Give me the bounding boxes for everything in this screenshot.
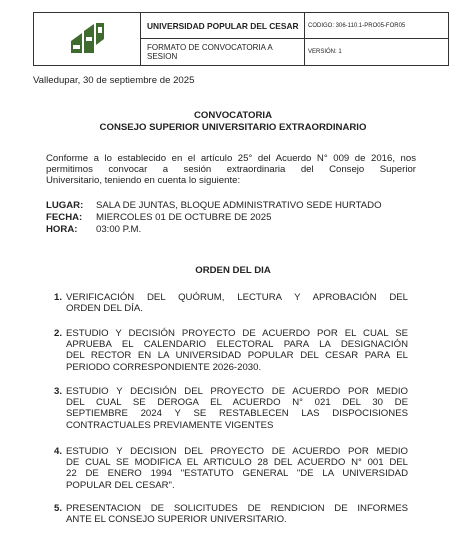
lugar-label: LUGAR:: [46, 200, 84, 211]
agenda-item-line: POPULAR DEL CESAR".: [66, 479, 175, 491]
agenda-item-line: ESTUDIO Y DECISIÓN DEL PROYECTO DE ACUERDO POR MEDIO: [66, 386, 408, 397]
agenda-item-number: 2.: [54, 328, 63, 339]
agenda-item-line: CONTRACTUALES PREVIAMENTE VIGENTES: [66, 419, 274, 431]
intro-line: Conforme a lo establecido en el artículo 25° del Acuerdo N° 009 de 2016, nos: [46, 153, 416, 164]
agenda-item-line: ESTUDIO Y DECISIÓN PROYECTO DE ACUERDO POR EL CUAL SE: [66, 328, 408, 339]
agenda-item-line: DEL RECTOR EN LA UNIVERSIDAD POPULAR DEL CESAR PARA EL: [66, 350, 408, 362]
agenda-item-line: VERIFICACIÓN DEL QUÓRUM, LECTURA Y APROBACIÓN DEL: [66, 292, 408, 303]
hora-value: 03:00 P.M.: [96, 224, 142, 235]
agenda-item-line: SEPTIEMBRE 2024 Y SE RESTABLECEN LAS DISPOCISIONES: [66, 408, 408, 420]
agenda-item-line: DEL CUAL SE DEROGA EL ACUERDO N° 021 DEL 30 DE: [66, 397, 408, 409]
agenda-item-number: 3.: [54, 386, 63, 397]
hora-row: [46, 224, 141, 235]
intro-line: permitimos convocar a sesión extraordinaria del Consejo Superior: [46, 164, 416, 175]
date-line: Valledupar, 30 de septiembre de 2025: [33, 75, 195, 86]
form-title-cell: FORMATO DE CONVOCATORIA A SESION: [141, 39, 305, 65]
agenda-item-number: 4.: [54, 446, 63, 457]
agenda-item-line: ORDEN DEL DÍA.: [66, 303, 143, 315]
lugar-row: [46, 200, 382, 211]
agenda-title: ORDEN DEL DIA: [195, 265, 271, 276]
version-cell: VERSIÓN: 1: [308, 49, 342, 55]
agenda-item-line: PRESENTACION DE SOLICITUDES DE RENDICION DE INFORMES: [66, 503, 408, 514]
intro-paragraph: [46, 153, 416, 186]
agenda-item-number: 5.: [54, 503, 63, 514]
fecha-label: FECHA:: [46, 212, 83, 223]
document-code-cell: CODIGO: 306-110.1-PRO05-FOR05: [305, 13, 448, 39]
university-logo: [34, 13, 141, 65]
agenda-item-line: ANTE EL CONSEJO SUPERIOR UNIVERSITARIO.: [66, 514, 287, 526]
agenda-item-line: DE CUAL SE MODIFICA EL ARTICULO 28 DEL ACUERDO N° 001 DEL: [66, 457, 408, 469]
lugar-value: SALA DE JUNTAS, BLOQUE ADMINISTRATIVO SEDE HURTADO: [96, 200, 382, 211]
document-header: [33, 12, 449, 66]
agenda-item-line: PERIODO CORRESPONDIENTE 2026-2030.: [66, 361, 262, 373]
title-consejo: CONSEJO SUPERIOR UNIVERSITARIO EXTRAORDINARIO: [99, 122, 367, 133]
university-logo-mark: [67, 19, 107, 59]
agenda-item-line: 22 DE ENERO 1994 "ESTATUTO GENERAL "DE LA UNIVERSIDAD: [66, 468, 408, 480]
agenda-item-line: ESTUDIO Y DECISION DEL PROYECTO DE ACUERDO POR MEDIO: [66, 446, 408, 457]
agenda-item-line: APRUEBA EL CALENDARIO ELECTORAL PARA LA DESIGNACIÓN: [66, 339, 408, 351]
hora-label: HORA:: [46, 224, 78, 235]
university-name-cell: UNIVERSIDAD POPULAR DEL CESAR: [141, 13, 305, 39]
intro-line: Universitario, teniendo en cuenta lo siguiente:: [46, 175, 241, 186]
agenda-item-number: 1.: [54, 292, 63, 303]
fecha-value: MIERCOLES 01 DE OCTUBRE DE 2025: [96, 212, 272, 223]
title-convocatoria: CONVOCATORIA: [194, 110, 272, 121]
fecha-row: [46, 212, 271, 223]
